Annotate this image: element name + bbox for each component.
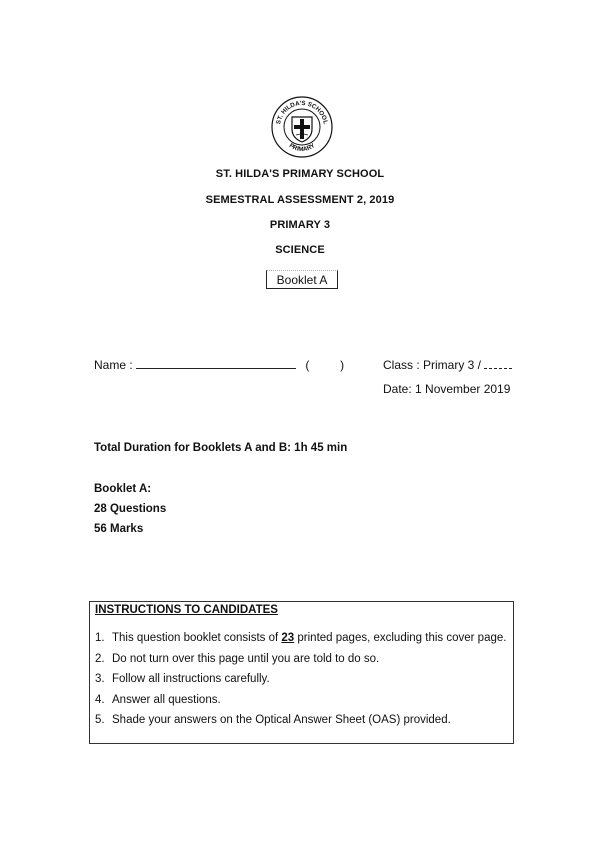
class-label: Class : Primary 3 /: [383, 358, 482, 372]
name-label: Name :: [94, 358, 133, 372]
question-count: 28 Questions: [94, 503, 167, 515]
instructions-list: [95, 632, 506, 735]
svg-text:PRIMARY: [288, 142, 317, 153]
booklet-title: Booklet A:: [94, 483, 152, 495]
instruction-item: [95, 632, 506, 653]
name-field[interactable]: [136, 358, 296, 369]
subject-title: SCIENCE: [275, 244, 325, 256]
instruction-number: 4.: [95, 693, 105, 706]
crest-top-text: ST. HILDA'S SCHOOL: [275, 99, 329, 125]
instruction-text: Shade your answers on the Optical Answer Sheet (OAS) provided.: [112, 714, 451, 726]
instruction-number: 5.: [95, 714, 105, 726]
assessment-title: SEMESTRAL ASSESSMENT 2, 2019: [205, 194, 395, 206]
school-name: ST. HILDA'S PRIMARY SCHOOL: [215, 168, 385, 180]
instruction-item: [95, 714, 506, 735]
date-label: Date: 1 November 2019: [383, 382, 511, 396]
mark-count: 56 Marks: [94, 523, 144, 535]
level-title: PRIMARY 3: [269, 219, 331, 231]
instruction-item: [95, 694, 506, 715]
class-row: [383, 358, 512, 372]
instruction-number: 1.: [95, 632, 105, 644]
index-paren-open: (: [305, 358, 310, 372]
class-field[interactable]: [484, 358, 512, 369]
page-count: 23: [281, 632, 295, 644]
crest-bottom-text: PRIMARY: [287, 142, 317, 154]
booklet-label: Booklet A: [266, 270, 338, 289]
school-crest-icon: [270, 95, 334, 159]
instruction-item: [95, 673, 506, 694]
instruction-text: Answer all questions.: [112, 693, 221, 706]
duration-text: Total Duration for Booklets A and B: 1h 45 min: [94, 442, 348, 454]
name-row: [94, 358, 344, 372]
instruction-text: printed pages, excluding this cover page.: [294, 632, 507, 644]
instructions-title: INSTRUCTIONS TO CANDIDATES: [95, 604, 278, 616]
instruction-text: Follow all instructions carefully.: [112, 673, 270, 685]
instruction-text: This question booklet consists of: [112, 632, 282, 644]
instruction-number: 2.: [95, 652, 105, 665]
instruction-text: Do not turn over this page until you are told to do so.: [112, 652, 380, 665]
index-paren-close: ): [340, 358, 345, 372]
instruction-item: [95, 653, 506, 674]
instruction-number: 3.: [95, 673, 105, 685]
